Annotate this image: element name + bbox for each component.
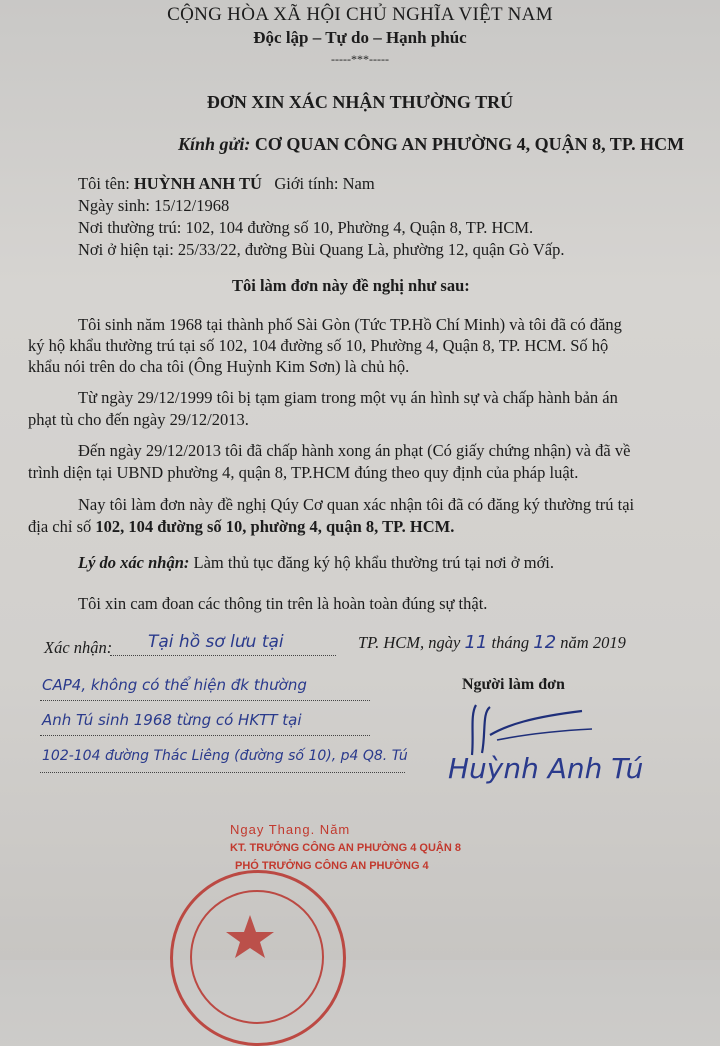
permanent-address: Nơi thường trú: 102, 104 đường số 10, Phường 4, Quận 8, TP. HCM. [78,218,534,237]
nation-heading: CỘNG HÒA XÃ HỘI CHỦ NGHĨA VIỆT NAM [167,4,553,25]
p4-line1: Nay tôi làm đơn này đề nghị Qúy Cơ quan xác nhận tôi đã có đăng ký thường trú tại [78,495,635,514]
p4-line2 [28,517,454,537]
p4-prefix: địa chỉ số [28,517,96,536]
reason-label: Lý do xác nhận: [78,553,190,572]
confirm-dotline-1 [110,655,336,656]
p4-address: 102, 104 đường số 10, phường 4, quận 8, TP. HCM. [95,517,455,536]
recipient-prefix: Kính gửi: [178,134,251,154]
place-date-prefix: TP. HCM, ngày [358,633,465,652]
seal-star-icon [220,910,280,960]
signature-name: Huỳnh Anh Tú [448,752,644,785]
confirm-handwriting-2: CAP4, không có thể hiện đk thường [42,676,307,694]
current-address: Nơi ở hiện tại: 25/33/22, đường Bùi Quang Là, phường 12, quận Gò Vấp. [78,240,565,259]
signer-label: Người làm đơn [462,676,565,693]
month-label: tháng [487,633,534,652]
reason-text: Làm thủ tục đăng ký hộ khẩu thường trú tại nơi ở mới. [189,553,555,572]
stamp-title-1: KT. TRƯỞNG CÔNG AN PHƯỜNG 4 QUẬN 8 [230,842,461,854]
p3-line1: Đến ngày 29/12/2013 tôi đã chấp hành xong án phạt (Có giấy chứng nhận) và đã về [78,441,631,460]
p2-line1: Từ ngày 29/12/1999 tôi bị tạm giam trong một vụ án hình sự và chấp hành bản án [78,388,618,407]
applicant-name: HUỲNH ANH TÚ [133,174,262,193]
confirm-handwriting-3: Anh Tú sinh 1968 từng có HKTT tại [42,711,302,729]
p1-line3: khẩu nói trên do cha tôi (Ông Huỳnh Kim Sơn) là chủ hộ. [28,357,410,376]
confirm-dotline-3 [40,735,370,736]
request-heading: Tôi làm đơn này đề nghị như sau: [232,276,470,295]
place-date [358,632,626,653]
confirm-label: Xác nhận: [44,638,113,657]
confirm-handwriting-4: 102-104 đường Thác Liêng (đường số 10), p4 Q8. Tú [42,748,408,764]
recipient-name: CƠ QUAN CÔNG AN PHƯỜNG 4, QUẬN 8, TP. HCM [254,134,685,154]
month-handwritten: 12 [533,632,557,653]
stamp-date-line: Ngay Thang. Năm [230,822,351,837]
p3-line2: trình diện tại UBND phường 4, quận 8, TP.HCM đúng theo quy định của pháp luật. [28,463,579,482]
document-title: ĐƠN XIN XÁC NHẬN THƯỜNG TRÚ [206,92,514,112]
p1-line1: Tôi sinh năm 1968 tại thành phố Sài Gòn (Tức TP.Hồ Chí Minh) và tôi đã có đăng [78,315,622,334]
confirm-dotline-2 [40,700,370,701]
separator-stars: -----***----- [331,52,389,66]
gender: Giới tính: Nam [274,174,375,193]
confirm-handwriting-1: Tại hồ sơ lưu tại [148,632,284,652]
p2-line2: phạt tù cho đến ngày 29/12/2013. [28,410,249,429]
applicant-name-line [78,174,375,194]
stamp-title-2: PHÓ TRƯỞNG CÔNG AN PHƯỜNG 4 [235,860,429,872]
date-of-birth: Ngày sinh: 15/12/1968 [78,196,230,215]
p1-line2: ký hộ khẩu thường trú tại số 102, 104 đường số 10, Phường 4, Quận 8, TP. HCM. Số hộ [28,336,609,355]
reason-line [78,553,554,573]
year-label: năm 2019 [556,633,626,652]
commitment: Tôi xin cam đoan các thông tin trên là hoàn toàn đúng sự thật. [78,594,488,613]
confirm-dotline-4 [40,772,405,773]
name-label: Tôi tên: [78,174,130,193]
day-handwritten: 11 [464,632,488,653]
recipient-line [178,134,684,155]
motto: Độc lập – Tự do – Hạnh phúc [253,28,467,47]
